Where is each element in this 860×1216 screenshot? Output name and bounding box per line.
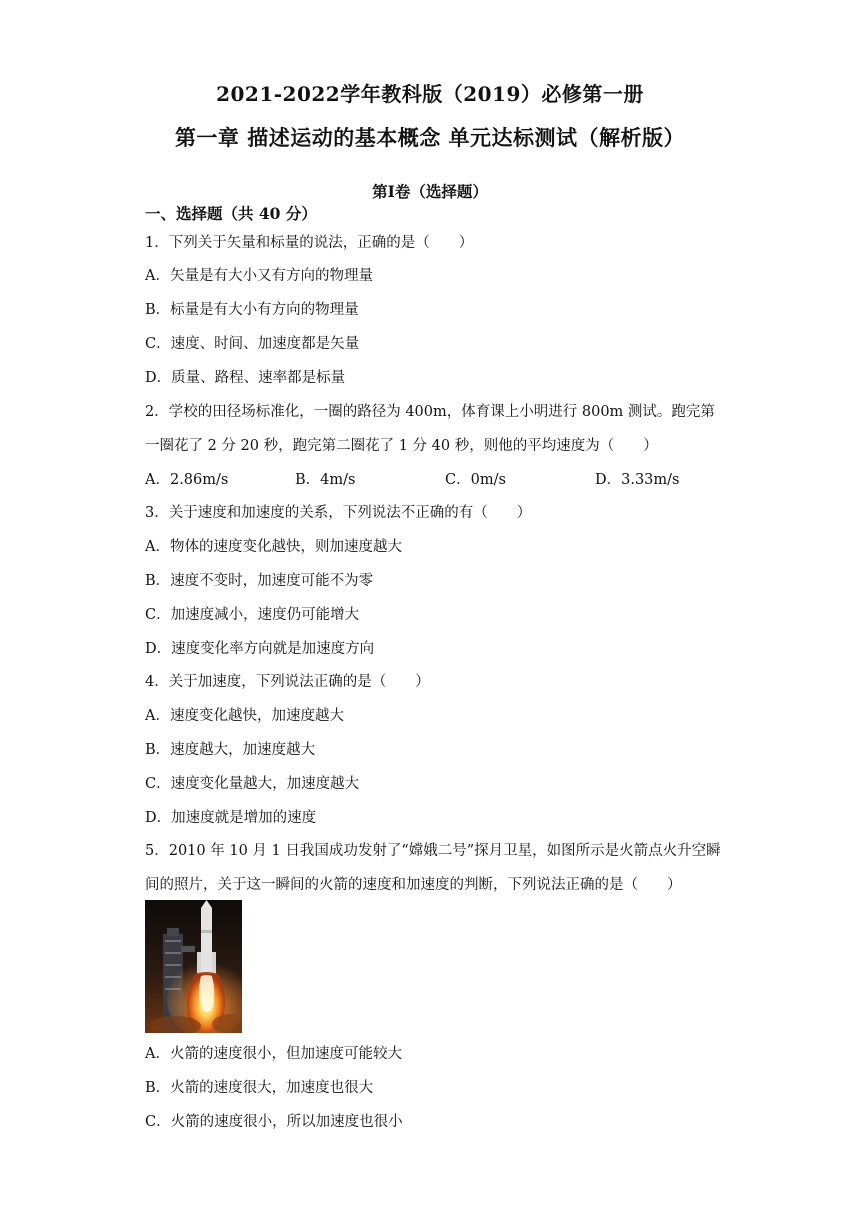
- question-3-option-b: B．速度不变时，加速度可能不为零: [145, 573, 374, 589]
- question-5-stem-line-1: 5．2010 年 10 月 1 日我国成功发射了“嫦娥二号”探月卫星，如图所示是火箭点火升空瞬: [145, 843, 721, 859]
- question-2-options: [145, 468, 705, 488]
- question-3-option-c: C．加速度减小，速度仍可能增大: [145, 607, 360, 623]
- question-5-option-c: C．火箭的速度很小，所以加速度也很小: [145, 1114, 403, 1130]
- question-2-option-a: A．2.86m/s: [145, 472, 229, 488]
- question-4-option-a: A．速度变化越快，加速度越大: [145, 708, 344, 724]
- question-4-option-c: C．速度变化量越大，加速度越大: [145, 776, 360, 792]
- question-3-option-a: A．物体的速度变化越快，则加速度越大: [145, 539, 402, 555]
- question-5-option-a: A．火箭的速度很小，但加速度可能较大: [145, 1046, 402, 1062]
- question-1-option-c: C．速度、时间、加速度都是矢量: [145, 336, 360, 352]
- question-2-option-b: B．4m/s: [295, 472, 356, 488]
- question-1-option-b: B．标量是有大小有方向的物理量: [145, 302, 359, 318]
- question-4-option-d: D．加速度就是增加的速度: [145, 810, 317, 826]
- question-2-option-c: C．0m/s: [445, 472, 506, 488]
- question-2-option-d: D．3.33m/s: [595, 472, 680, 488]
- question-3-option-d: D．速度变化率方向就是加速度方向: [145, 641, 375, 657]
- question-2-stem-line-1: 2．学校的田径场标准化，一圈的路径为 400m，体育课上小明进行 800m 测试。跑完第: [145, 404, 715, 420]
- volume-title: 第Ⅰ卷（选择题）: [372, 182, 488, 201]
- question-4-stem: 4．关于加速度，下列说法正确的是（ ）: [145, 674, 430, 690]
- question-5-stem-line-2: 间的照片，关于这一瞬间的火箭的速度和加速度的判断，下列说法正确的是（ ）: [145, 877, 682, 893]
- part-title: 一、选择题（共 40 分）: [145, 204, 317, 223]
- question-1-option-a: A．矢量是有大小又有方向的物理量: [145, 268, 373, 284]
- document-title-line-1: 2021-2022学年教科版（2019）必修第一册: [216, 82, 644, 106]
- question-2-stem-line-2: 一圈花了 2 分 20 秒，跑完第二圈花了 1 分 40 秒，则他的平均速度为（ ）: [145, 438, 658, 454]
- question-3-stem: 3．关于速度和加速度的关系，下列说法不正确的有（ ）: [145, 505, 532, 521]
- question-4-option-b: B．速度越大，加速度越大: [145, 742, 316, 758]
- question-1-option-d: D．质量、路程、速率都是标量: [145, 370, 346, 386]
- document-title-line-2: 第一章 描述运动的基本概念 单元达标测试（解析版）: [174, 125, 686, 150]
- question-5-option-b: B．火箭的速度很大，加速度也很大: [145, 1080, 374, 1096]
- question-1-stem: 1．下列关于矢量和标量的说法，正确的是（ ）: [145, 235, 474, 251]
- rocket-launch-photo: [145, 900, 242, 1033]
